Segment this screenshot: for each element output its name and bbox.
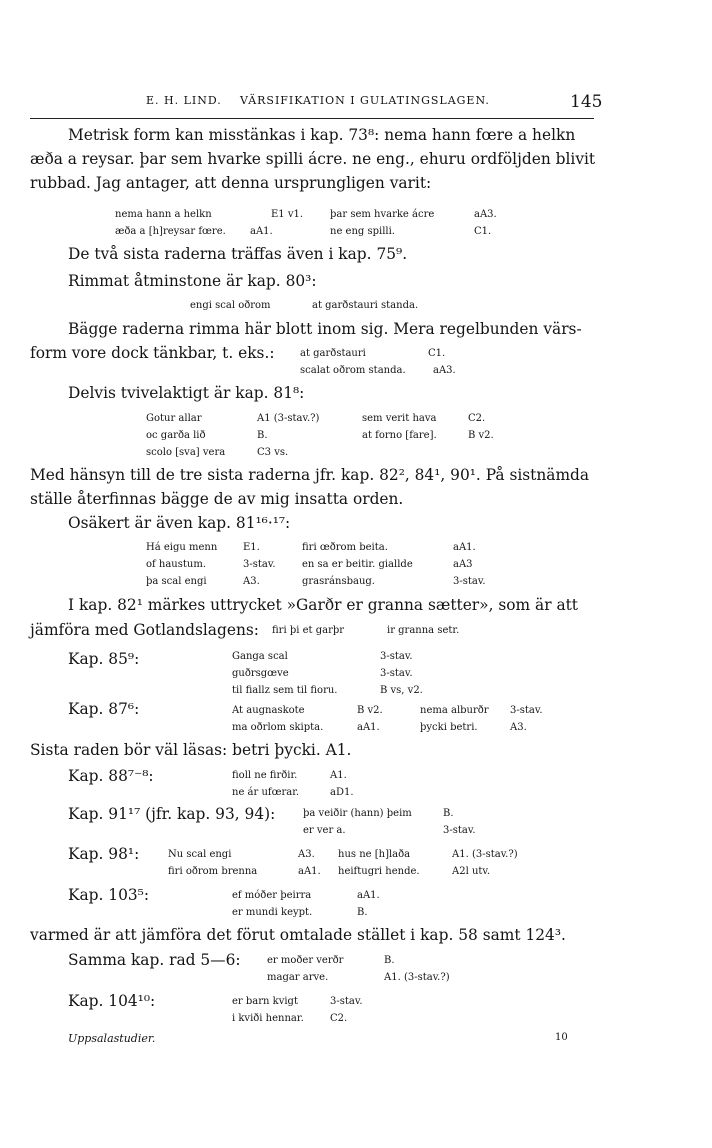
verse-text: magar arve. — [267, 972, 329, 983]
verse-text: til fiallz sem til fioru. — [232, 685, 338, 696]
text-line: Delvis tvivelaktigt är kap. 81⁸: — [68, 384, 305, 402]
verse-text: at garðstauri — [300, 348, 366, 359]
verse-text: ne ár ufœrar. — [232, 787, 300, 798]
text-line: ställe återfinnas bägge de av mig insatta orden. — [30, 490, 404, 508]
verse-meter: E1 v1. — [271, 209, 304, 220]
verse-meter: aD1. — [330, 787, 354, 798]
verse-text: er barn kvigt — [232, 996, 298, 1007]
footer-series: Uppsalastudier. — [68, 1032, 156, 1045]
verse-text: Ganga scal — [232, 651, 288, 662]
verse-text: engi scal oðrom — [190, 300, 271, 311]
verse-text: ef móðer þeirra — [232, 890, 312, 901]
verse-meter: aA3 — [453, 559, 473, 570]
verse-text: sem verit hava — [362, 413, 437, 424]
verse-text: þycki betri. — [420, 722, 478, 733]
verse-text: ir granna setr. — [387, 625, 460, 636]
verse-meter: A1. (3-stav.?) — [384, 972, 450, 983]
text-line: form vore dock tänkbar, t. eks.: — [30, 344, 275, 362]
verse-meter: 3-stav. — [243, 559, 276, 570]
verse-text: scolo [sva] vera — [146, 447, 226, 458]
text-line: varmed är att jämföra det förut omtalade stället i kap. 58 samt 124³. — [30, 926, 566, 944]
text-line: Med hänsyn till de tre sista raderna jfr. kap. 82², 84¹, 90¹. På sistnämda — [30, 466, 590, 484]
verse-meter: 3-stav. — [380, 668, 413, 679]
verse-meter: B. — [257, 430, 268, 441]
verse-meter: B v2. — [357, 705, 383, 716]
verse-meter: 3-stav. — [330, 996, 363, 1007]
verse-text: þa scal engi — [146, 576, 207, 587]
verse-text: en sa er beitir. giallde — [302, 559, 413, 570]
verse-text: grasránsbaug. — [302, 576, 375, 587]
verse-meter: aA1. — [357, 890, 380, 901]
text-line: De två sista raderna träffas även i kap. 75⁹. — [68, 245, 408, 263]
verse-meter: 3-stav. — [453, 576, 486, 587]
verse-text: þa veiðir (hann) þeim — [303, 808, 412, 819]
verse-text: guðrsgœve — [232, 668, 289, 679]
chapter-ref: Kap. 87⁶: — [68, 700, 140, 718]
verse-text: Nu scal engi — [168, 849, 232, 860]
verse-meter: C1. — [474, 226, 492, 237]
verse-text: Há eigu menn — [146, 542, 218, 553]
verse-meter: B v2. — [468, 430, 494, 441]
verse-text: at forno [fare]. — [362, 430, 437, 441]
chapter-ref: Kap. 103⁵: — [68, 886, 150, 904]
verse-text: firi oðrom brenna — [168, 866, 258, 877]
verse-meter: 3-stav. — [510, 705, 543, 716]
verse-text: hus ne [h]laða — [338, 849, 411, 860]
text-line: Sista raden bör väl läsas: betri þycki. A1. — [30, 741, 352, 759]
verse-text: æða a [h]reysar fœre. — [115, 226, 226, 237]
text-line: Metrisk form kan misstänkas i kap. 73⁸: nema hann fœre a helkn — [68, 126, 576, 144]
verse-meter: A3. — [510, 722, 527, 733]
verse-meter: aA1. — [298, 866, 321, 877]
text-line: Rimmat åtminstone är kap. 80³: — [68, 272, 317, 290]
text-line: Samma kap. rad 5—6: — [68, 951, 241, 969]
verse-text: ma oðrlom skipta. — [232, 722, 324, 733]
verse-meter: C3 vs. — [257, 447, 289, 458]
verse-text: fioll ne firðir. — [232, 770, 298, 781]
chapter-ref: Kap. 88⁷⁻⁸: — [68, 767, 154, 785]
verse-meter: A3. — [298, 849, 315, 860]
verse-text: oc garða lið — [146, 430, 206, 441]
verse-text: firi œðrom beita. — [302, 542, 388, 553]
verse-meter: aA3. — [474, 209, 497, 220]
verse-meter: C2. — [330, 1013, 348, 1024]
verse-text: ne eng spilli. — [330, 226, 395, 237]
verse-text: þar sem hvarke ácre — [330, 209, 435, 220]
verse-meter: 3-stav. — [380, 651, 413, 662]
page-number: 145 — [570, 92, 603, 112]
verse-text: scalat oðrom standa. — [300, 365, 406, 376]
verse-text: nema alburðr — [420, 705, 489, 716]
verse-text: heiftugri hende. — [338, 866, 420, 877]
verse-meter: B. — [443, 808, 454, 819]
verse-text: at garðstauri standa. — [312, 300, 419, 311]
verse-meter: A1 (3-stav.?) — [257, 413, 320, 424]
chapter-ref: Kap. 85⁹: — [68, 650, 140, 668]
verse-meter: B. — [384, 955, 395, 966]
verse-text: firi þi et garþr — [272, 625, 345, 636]
header-rule — [30, 118, 594, 119]
verse-meter: 3-stav. — [443, 825, 476, 836]
verse-meter: aA1. — [250, 226, 273, 237]
verse-text: er ver a. — [303, 825, 346, 836]
verse-meter: A2l utv. — [452, 866, 491, 877]
verse-meter: E1. — [243, 542, 260, 553]
running-header-author: E. H. LIND. — [146, 94, 222, 107]
verse-meter: A3. — [243, 576, 260, 587]
text-line: æða a reysar. þar sem hvarke spilli ácre. ne eng., ehuru ordföljden blivit — [30, 150, 596, 168]
chapter-ref: Kap. 98¹: — [68, 845, 140, 863]
verse-meter: aA1. — [453, 542, 476, 553]
signature-mark: 10 — [555, 1032, 568, 1043]
verse-meter: aA1. — [357, 722, 380, 733]
text-line: Bägge raderna rimma här blott inom sig. Mera regelbunden värs- — [68, 320, 582, 338]
verse-meter: aA3. — [433, 365, 456, 376]
verse-text: Gotur allar — [146, 413, 202, 424]
verse-text: nema hann a helkn — [115, 209, 212, 220]
verse-meter: B. — [357, 907, 368, 918]
verse-meter: A1. — [330, 770, 347, 781]
chapter-ref: Kap. 104¹⁰: — [68, 992, 156, 1010]
verse-meter: B vs, v2. — [380, 685, 423, 696]
running-header-title: VÄRSIFIKATION I GULATINGSLAGEN. — [240, 94, 490, 107]
verse-text: At augnaskote — [232, 705, 305, 716]
verse-meter: C2. — [468, 413, 486, 424]
text-line: Osäkert är även kap. 81¹⁶·¹⁷: — [68, 514, 291, 532]
text-line: I kap. 82¹ märkes uttrycket »Garðr er granna sætter», som är att — [68, 596, 578, 614]
verse-meter: C1. — [428, 348, 446, 359]
text-line: jämföra med Gotlandslagens: — [30, 621, 259, 639]
verse-text: i kviði hennar. — [232, 1013, 304, 1024]
text-line: rubbad. Jag antager, att denna ursprungligen varit: — [30, 174, 432, 192]
verse-meter: A1. (3-stav.?) — [452, 849, 518, 860]
verse-text: er mundi keypt. — [232, 907, 313, 918]
chapter-ref: Kap. 91¹⁷ (jfr. kap. 93, 94): — [68, 805, 276, 823]
verse-text: er moðer verðr — [267, 955, 344, 966]
verse-text: of haustum. — [146, 559, 206, 570]
